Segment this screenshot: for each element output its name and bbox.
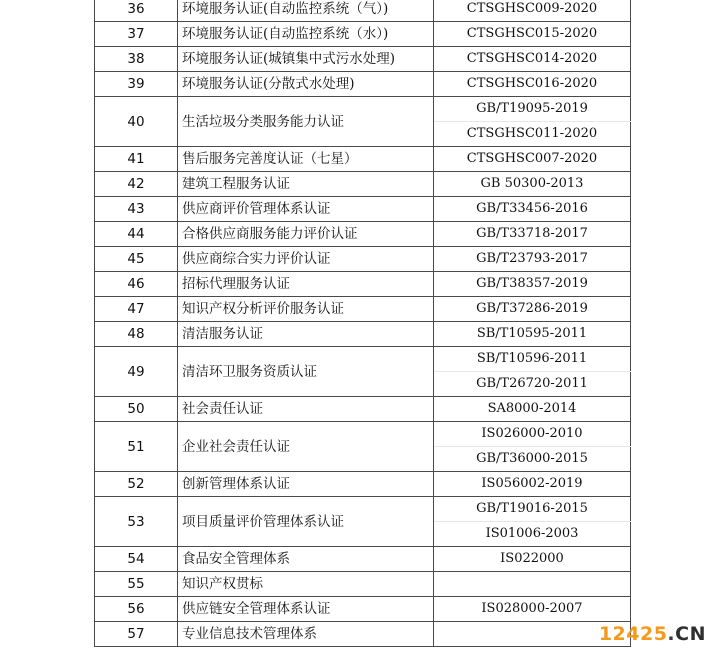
- standard-code: IS022000: [434, 547, 631, 572]
- certification-name: 环境服务认证(城镇集中式污水处理): [178, 47, 434, 72]
- row-number: 57: [95, 622, 178, 647]
- table-row: [95, 72, 631, 97]
- standard-code: CTSGHSC007-2020: [434, 147, 631, 172]
- table-row: [95, 472, 631, 497]
- standard-code: GB/T19095-2019: [434, 97, 631, 122]
- table-row: [95, 222, 631, 247]
- standard-code: GB/T38357-2019: [434, 272, 631, 297]
- table-row: [95, 272, 631, 297]
- row-number: 48: [95, 322, 178, 347]
- watermark-digits: 12425: [598, 623, 668, 645]
- certification-name: 供应商综合实力评价认证: [178, 247, 434, 272]
- certification-name: 供应商评价管理体系认证: [178, 197, 434, 222]
- table-row: [95, 47, 631, 72]
- row-number: 47: [95, 297, 178, 322]
- table-row: [95, 497, 631, 522]
- row-number: 41: [95, 147, 178, 172]
- row-number: 39: [95, 72, 178, 97]
- certification-name: 环境服务认证(分散式水处理): [178, 72, 434, 97]
- table-row: [95, 322, 631, 347]
- certification-name: 企业社会责任认证: [178, 422, 434, 472]
- certification-name: 招标代理服务认证: [178, 272, 434, 297]
- certification-name: 专业信息技术管理体系: [178, 622, 434, 647]
- watermark-tld: CN: [675, 623, 706, 645]
- table-row: [95, 297, 631, 322]
- row-number: 53: [95, 497, 178, 547]
- site-watermark: [599, 623, 706, 645]
- certification-name: 创新管理体系认证: [178, 472, 434, 497]
- certification-name: 售后服务完善度认证（七星）: [178, 147, 434, 172]
- standard-code: GB/T19016-2015: [434, 497, 631, 522]
- table-row: [95, 547, 631, 572]
- table-row: [95, 0, 631, 22]
- table-row: [95, 197, 631, 222]
- row-number: 44: [95, 222, 178, 247]
- certification-name: 环境服务认证(自动监控系统（气）): [178, 0, 434, 22]
- standard-code: CTSGHSC014-2020: [434, 47, 631, 72]
- certification-name: 清洁环卫服务资质认证: [178, 347, 434, 397]
- standard-code: SA8000-2014: [434, 397, 631, 422]
- table-row: [95, 597, 631, 622]
- certification-name: 社会责任认证: [178, 397, 434, 422]
- table-row: [95, 172, 631, 197]
- standard-code: GB/T33718-2017: [434, 222, 631, 247]
- table-row: [95, 572, 631, 597]
- table-row: [95, 247, 631, 272]
- certification-name: 建筑工程服务认证: [178, 172, 434, 197]
- standard-code: SB/T10596-2011: [434, 347, 631, 372]
- table-row: [95, 347, 631, 372]
- standard-code: GB 50300-2013: [434, 172, 631, 197]
- table-body: [95, 0, 631, 647]
- table-row: [95, 97, 631, 122]
- row-number: 46: [95, 272, 178, 297]
- standard-code: CTSGHSC015-2020: [434, 22, 631, 47]
- standard-code: CTSGHSC009-2020: [434, 0, 631, 22]
- standard-code: GB/T36000-2015: [434, 447, 631, 472]
- row-number: 40: [95, 97, 178, 147]
- certification-name: 知识产权分析评价服务认证: [178, 297, 434, 322]
- standard-code: IS056002-2019: [434, 472, 631, 497]
- certification-name: 项目质量评价管理体系认证: [178, 497, 434, 547]
- standard-code: CTSGHSC011-2020: [434, 122, 631, 147]
- certification-name: 合格供应商服务能力评价认证: [178, 222, 434, 247]
- standard-code: GB/T26720-2011: [434, 372, 631, 397]
- row-number: 43: [95, 197, 178, 222]
- row-number: 56: [95, 597, 178, 622]
- certification-table: [94, 0, 631, 647]
- row-number: 45: [95, 247, 178, 272]
- row-number: 37: [95, 22, 178, 47]
- row-number: 38: [95, 47, 178, 72]
- row-number: 42: [95, 172, 178, 197]
- standard-code: GB/T33456-2016: [434, 197, 631, 222]
- row-number: 54: [95, 547, 178, 572]
- table-row: [95, 422, 631, 447]
- certification-name: 知识产权贯标: [178, 572, 434, 597]
- certification-name: 清洁服务认证: [178, 322, 434, 347]
- row-number: 51: [95, 422, 178, 472]
- watermark-dot: .: [667, 623, 676, 645]
- row-number: 49: [95, 347, 178, 397]
- row-number: 55: [95, 572, 178, 597]
- standard-code: IS026000-2010: [434, 422, 631, 447]
- standard-code: IS01006-2003: [434, 522, 631, 547]
- certification-name: 生活垃圾分类服务能力认证: [178, 97, 434, 147]
- certification-name: 环境服务认证(自动监控系统（水）): [178, 22, 434, 47]
- standard-code: SB/T10595-2011: [434, 322, 631, 347]
- table-row: [95, 622, 631, 647]
- table-row: [95, 147, 631, 172]
- table-row: [95, 397, 631, 422]
- row-number: 52: [95, 472, 178, 497]
- row-number: 50: [95, 397, 178, 422]
- certification-name: 供应链安全管理体系认证: [178, 597, 434, 622]
- standard-code: CTSGHSC016-2020: [434, 72, 631, 97]
- standard-code: GB/T37286-2019: [434, 297, 631, 322]
- standard-code: [434, 572, 631, 597]
- table-row: [95, 22, 631, 47]
- certification-name: 食品安全管理体系: [178, 547, 434, 572]
- standard-code: IS028000-2007: [434, 597, 631, 622]
- standard-code: GB/T23793-2017: [434, 247, 631, 272]
- row-number: 36: [95, 0, 178, 22]
